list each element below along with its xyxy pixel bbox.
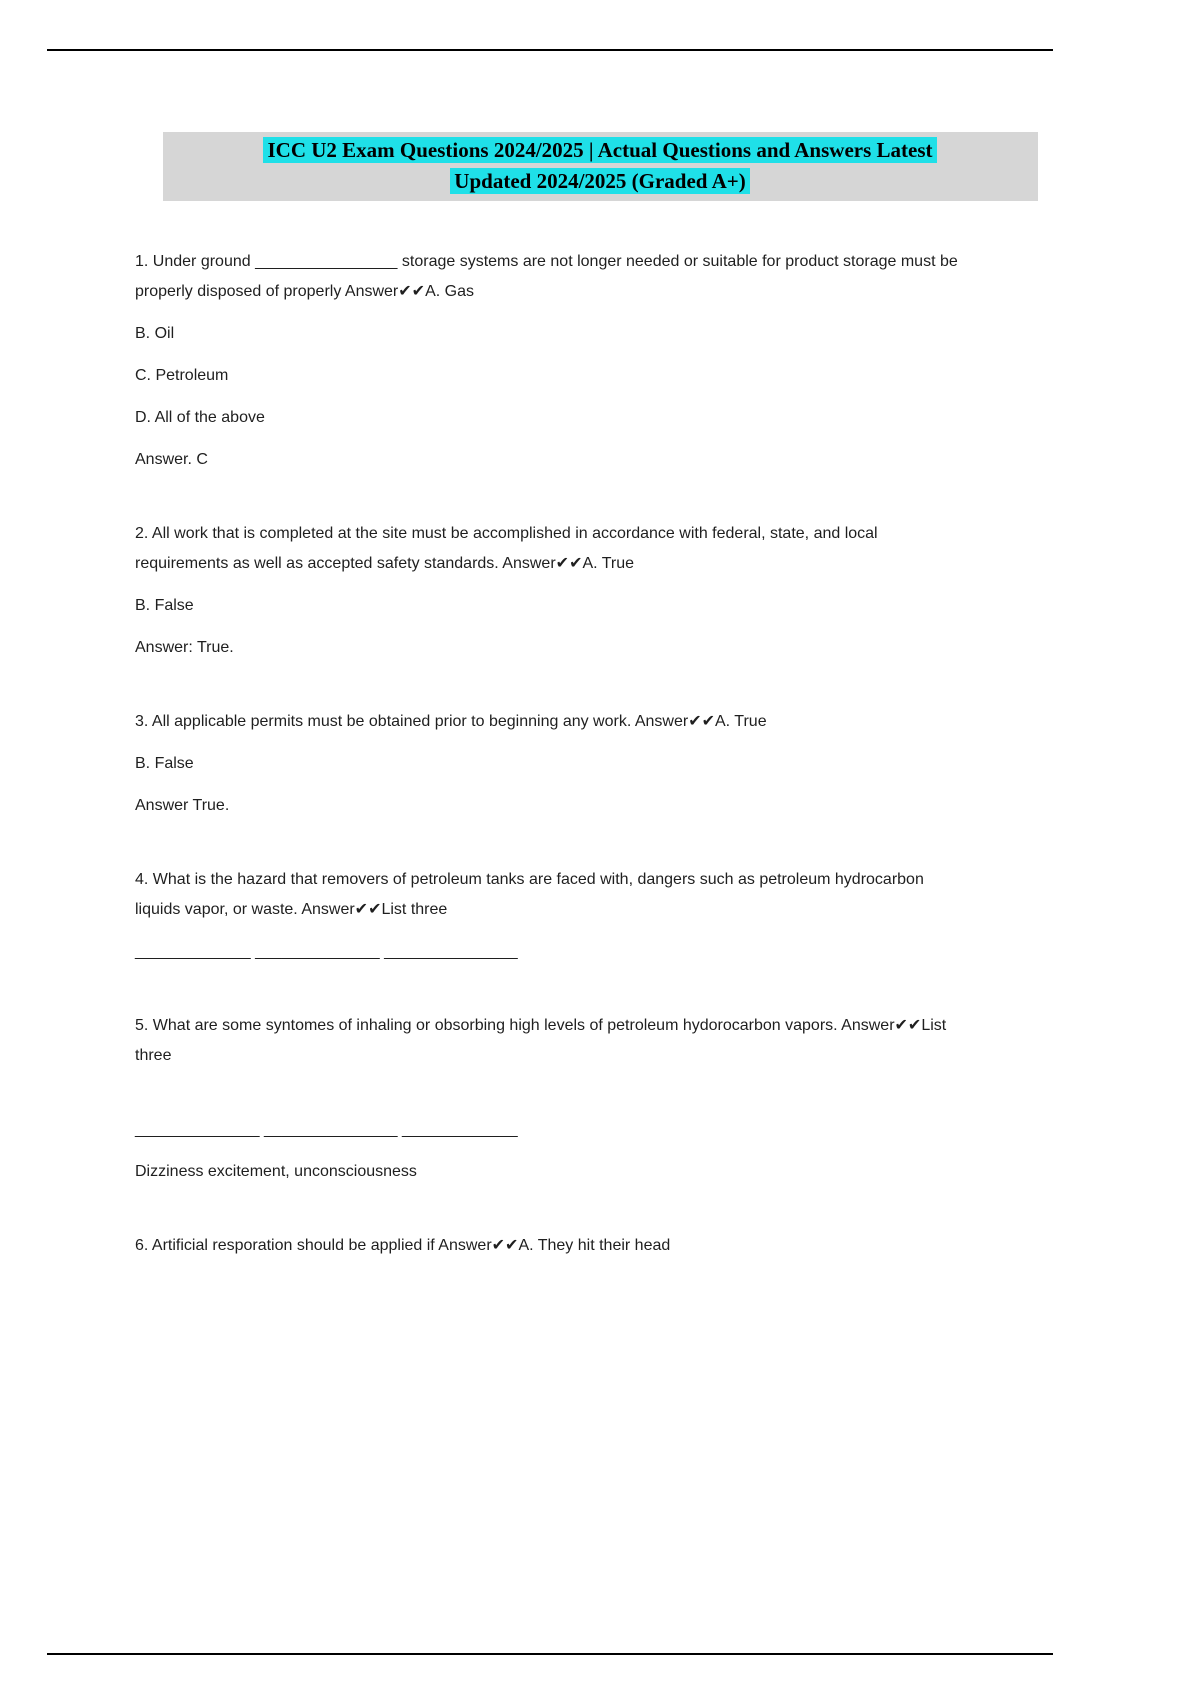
question-1-option-c: C. Petroleum xyxy=(135,367,229,384)
top-horizontal-rule xyxy=(47,49,1053,51)
question-3-option-b: B. False xyxy=(135,755,194,772)
question-3-answer: Answer True. xyxy=(135,797,230,814)
question-2-answer: Answer: True. xyxy=(135,639,234,656)
question-1-option-d: D. All of the above xyxy=(135,409,265,426)
question-4-blank-lines: _____________ ______________ _______________ xyxy=(135,943,518,960)
bottom-horizontal-rule xyxy=(47,1653,1053,1655)
document-title xyxy=(163,132,1038,201)
question-5-blank-lines: ______________ _______________ _____________ xyxy=(135,1121,518,1138)
question-4: 4. What is the hazard that removers of petroleum tanks are faced with, dangers such as petroleum hydrocarbon liquids vapor, or waste. Answer✔✔List three xyxy=(135,871,929,918)
document-body xyxy=(135,247,967,1261)
question-3: 3. All applicable permits must be obtained prior to beginning any work. Answer✔✔A. True xyxy=(135,713,767,730)
document-title-line-2: Updated 2024/2025 (Graded A+) xyxy=(450,168,749,194)
question-6: 6. Artificial resporation should be applied if Answer✔✔A. They hit their head xyxy=(135,1237,671,1254)
question-1-option-b: B. Oil xyxy=(135,325,175,342)
question-2-option-b: B. False xyxy=(135,597,194,614)
question-1-answer: Answer. C xyxy=(135,451,208,468)
question-2: 2. All work that is completed at the site must be accomplished in accordance with federal, state, and local requirements as well as accepted safety standards. Answer✔✔A. True xyxy=(135,525,883,572)
document-title-line-1: ICC U2 Exam Questions 2024/2025 | Actual Questions and Answers Latest xyxy=(263,137,936,163)
question-5-answer: Dizziness excitement, unconsciousness xyxy=(135,1163,417,1180)
question-5: 5. What are some syntomes of inhaling or obsorbing high levels of petroleum hydorocarbon vapors. Answer✔✔List three xyxy=(135,1017,951,1064)
question-1: 1. Under ground ________________ storage systems are not longer needed or suitable for product storage must be properly disposed of properly Answer✔✔A. Gas xyxy=(135,253,963,300)
